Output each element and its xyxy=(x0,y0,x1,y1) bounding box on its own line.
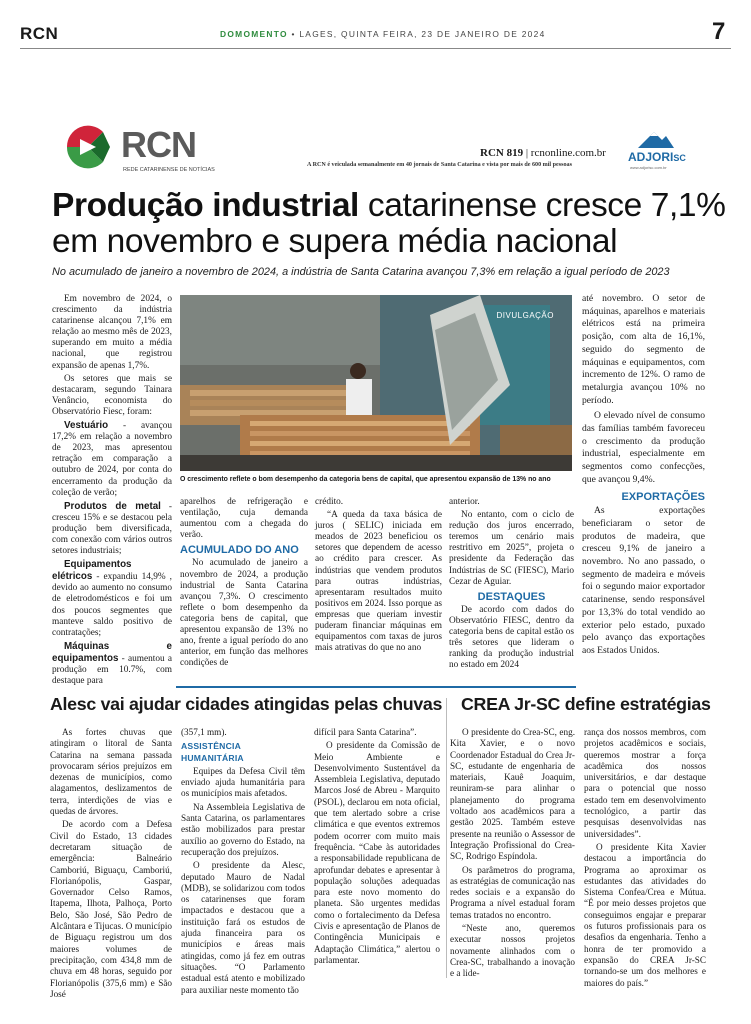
main-column-2 xyxy=(180,497,308,671)
crea-column-1 xyxy=(450,727,575,982)
edition-line xyxy=(480,147,606,159)
main-column-4 xyxy=(449,497,574,673)
main-column-1 xyxy=(52,294,172,689)
main-c1-p1: Em novembro de 2024, o crescimento da indústria catarinense alcançou 7,1% em relação ao mesmo mês de 2023, superando em muito a média nacional, que registrou expansão de apenas 1,7%. xyxy=(52,294,172,371)
alesc-column-3 xyxy=(314,727,440,968)
story-separator xyxy=(446,698,447,978)
alesc-c2-p3: Na Assembleia Legislativa de Santa Catarina, os parlamentares estão mobilizados para prestar auxílio ao governo do Estado, na recuperação dos prejuízos. xyxy=(181,801,305,857)
edition-site[interactable]: rcnonline.com.br xyxy=(530,147,606,159)
item-4-text: - aumentou a produção em 10.7%, com destaque para xyxy=(52,653,172,687)
page-number: 7 xyxy=(712,18,726,45)
crea-c2-p1: rança dos nossos membros, com projetos acadêmicos e sociais, queremos mostrar a força acadêmica dos nossos universitários, e dar destaque para o potencial que nosso estado tem em desenvolvimento tecnológico, a partir das pesquisas desenvolvidas nas universidades”. xyxy=(584,727,706,839)
adjori-sc: SC xyxy=(673,153,686,163)
header-section-label: RCN xyxy=(20,24,59,43)
main-c4-p2: No entanto, com o ciclo de redução dos juros encerrado, teremos um cenário mais restritivo em 2025”, projeta o presidente da Federação das Indústrias de SC (FIESC), Mario Cezar de Aguiar. xyxy=(449,510,574,587)
masthead-note: A RCN é veiculada semanalmente em 40 jornais de Santa Catarina e vista por mais de 600 mil pessoas xyxy=(307,162,572,168)
alesc-c2-p4: O presidente da Alesc, deputado Mauro de Nadal (MDB), se solidarizou com todos os catarinenses que foram impactados e destacou que a instituição fará os estudos de ajuda financeira para os municípios e áreas mais atingidas, como já fez em outras situações. “O Parlamento estadual está atento e mobilizado para auxiliar neste momento tão xyxy=(181,860,305,995)
crea-headline: CREA Jr-SC define estratégias xyxy=(461,694,711,714)
rcn-logo xyxy=(63,122,213,174)
headline-rest: catarinense cresce 7,1% xyxy=(367,187,726,224)
header-info: LAGES, QUINTA FEIRA, 23 DE JANEIRO DE 2024 xyxy=(299,29,546,39)
main-c2-p2: No acumulado de janeiro a novembro de 2024, a produção industrial de Santa Catarina avançou 7,3%. O crescimento reflete o bom desempenho da categoria bens de capital, que apresentou expansão de 13% no ano, frente a igual período do ano anterior, em função das melhores condições de xyxy=(180,558,308,669)
main-c5-p2: O elevado nível de consumo das famílias também favoreceu o crescimento da produção industrial, especialmente em segmentos como confecções, que avançou 9,4%. xyxy=(582,410,705,485)
alesc-c3-p1: difícil para Santa Catarina”. xyxy=(314,727,417,737)
main-c3-p2: “A queda da taxa básica de juros ( SELIC) iniciada em meados de 2023 beneficiou os setores que dependem de acesso ao crédito para crescer. As indústrias que vendem produtos para outras indústrias, apresentaram resultados muito positivos em 2024. Isso porque as empresas que queriam investir puderam financiar máquinas em equipamentos com taxas de juros mais atrativas do que no ano xyxy=(315,510,442,654)
main-deck: No acumulado de janeiro a novembro de 2024, a indústria de Santa Catarina avançou 7,3% em relação a igual período de 2023 xyxy=(52,266,670,278)
main-headline xyxy=(52,188,726,260)
main-c3-p1: crédito. xyxy=(315,497,344,507)
main-column-5 xyxy=(582,293,705,661)
alesc-column-1 xyxy=(50,727,172,1002)
alesc-c1-p2: De acordo com a Defesa Civil do Estado, 13 cidades decretaram situação de emergência: Balneário Camboriú, Biguaçu, Camboriú, Florianópolis, Gaspar, Governador Celso Ramos, Itapema, Ilhota, Palhoça, Porto Belo, São José, São Pedro de Alcântara e Tijucas. O município de Biguaçu registrou um dos maiores volumes de precipitação, com 434,8 mm de chuva em 48 horas, seguido por Florianópolis (375,6 mm) e São José xyxy=(50,819,172,999)
item-2-text: - cresceu 15% e se destacou pela produção bem diversificada, com conexão com vários outros setores industriais; xyxy=(52,501,172,557)
header-dateline xyxy=(220,29,546,39)
item-3-label: Equipamentos elétricos xyxy=(52,559,132,583)
main-c1-item-4 xyxy=(52,641,172,687)
subhead-acumulado: ACUMULADO DO ANO xyxy=(180,544,299,557)
main-c5-p1: até novembro. O setor de máquinas, aparelhos e materiais elétricos está na primeira posição, com alta de 16,1%, seguido do segmento de máquinas e equipamentos, com incremento de 12%. O ramo de metalurgia avançou 10% no período. xyxy=(582,293,705,406)
main-c4-p3: De acordo com dados do Observatório FIESC, dentro da categoria bens de capital estão os três setores que lideram o ranking da produção industrial no estado em 2024 xyxy=(449,604,574,671)
crea-column-2 xyxy=(584,727,706,991)
main-c1-item-2 xyxy=(52,501,172,557)
main-column-3 xyxy=(315,497,442,656)
adjori-name: ADJORI xyxy=(628,150,674,164)
edition-sep: | xyxy=(525,147,531,159)
item-2-label: Produtos de metal xyxy=(64,500,161,512)
main-c4-p1: anterior. xyxy=(449,497,480,507)
edition-number: RCN 819 xyxy=(480,147,524,159)
header-brand: DOMOMENTO xyxy=(220,29,288,39)
headline-line2: em novembro e supera média nacional xyxy=(52,223,618,260)
adjori-text xyxy=(628,150,686,164)
factory-photo xyxy=(180,295,572,471)
photo-caption: O crescimento reflete o bom desempenho da categoria bens de capital, que apresentou expansão de 13% no ano xyxy=(180,476,551,483)
crea-c1-p1: O presidente do Crea-SC, eng. Kita Xavier, e o novo Coordenador Estadual do Crea Jr-SC, estudante de engenharia de materiais, Kauê Joaquim, reuniram-se para alinhar o planejamento do programa voltado aos acadêmicos para a gestão 2025. Também esteve presente na reunião o Assessor de Integração Profissional do Crea-SC, Rodrigo Espíndola. xyxy=(450,727,575,862)
alesc-column-2 xyxy=(181,727,305,998)
alesc-c2-p2: Equipes da Defesa Civil têm enviado ajuda humanitária para os municípios mais afetados. xyxy=(181,765,305,799)
rcn-logo-text: RCN xyxy=(121,124,196,165)
main-c1-item-3 xyxy=(52,559,172,639)
factory-photo-image xyxy=(180,295,572,471)
main-c2-p1: aparelhos de refrigeração e ventilação, cuja demanda aumentou com a chegada do verão. xyxy=(180,497,308,541)
headline-bold: Produção industrial xyxy=(52,187,359,224)
adjori-mountain-icon xyxy=(636,128,676,150)
alesc-headline: Alesc vai ajudar cidades atingidas pelas chuvas xyxy=(50,694,443,714)
item-4-label: Máquinas e equipamentos xyxy=(52,640,172,664)
crea-c1-p3: “Neste ano, queremos executar nossos projetos novamente alinhados com o Crea-SC, trabalhando a inovação e a lide- xyxy=(450,923,575,979)
main-c1-p2: Os setores que mais se destacaram, segundo Tainara Venâncio, economista do Observatório Fiesc, foram: xyxy=(52,373,172,417)
subhead-assistencia: ASSISTÊNCIA HUMANITÁRIA xyxy=(181,741,244,763)
alesc-c3-p2: O presidente da Comissão de Meio Ambiente e Desenvolvimento Sustentável da Assembleia Legislativa, deputado Marcos José de Abreu - Marquito (PSOL), declarou em nota oficial, que tem alertado sobre a crise climática e que eventos extremos podem ocorrer com muito mais frequência. “Cabe às autoridades a responsabilidade republicana de aprofundar debates e apresentar à população soluções adequadas para este novo momento do planeta. São urgentes medidas como o fortalecimento da Defesa Civis e apresentação de Planos de Contingência Municipais e Adaptação Climática,” alertou o parlamentar. xyxy=(314,740,440,965)
rcn-logo-subtitle: REDE CATARINENSE DE NOTÍCIAS xyxy=(123,167,215,173)
rcn-logo-icon xyxy=(63,122,113,172)
alesc-c2-p1: (357,1 mm). xyxy=(181,727,227,737)
adjori-url: www.adjorisc.com.br xyxy=(630,165,667,170)
crea-c2-p2: O presidente Kita Xavier destacou a importância do Programa ao aproximar os estudantes das atividades do Sistema Confea/Crea e Mútua. “É por meio desses projetos que conseguimos engajar e preparar os futuros profissionais para os desafios da engenharia. Tenho a honra de ter promovido a expansão do CREA Jr-SC tornando-se um dos melhores e maiores do país.” xyxy=(584,841,706,988)
photo-credit: DIVULGAÇÃO xyxy=(496,311,554,320)
alesc-c1-p1: As fortes chuvas que atingiram o litoral de Santa Catarina na semana passada provocaram sérios prejuízos em dezenas de municípios, como alagamentos, deslizamentos de terra, interdições de vias e quedas de árvores. xyxy=(50,727,172,817)
item-1-text: - avançou 17,2% em relação a novembro de 2023, mas apresentou retração em comparação a outubro de 2024, por conta do encerramento da produção da coleção de verão; xyxy=(52,421,172,498)
adjori-logo xyxy=(628,128,688,174)
item-3-text: - expandiu 14,9% , devido ao aumento no consumo de eletrodomésticos e foi um dos poucos segmentes que manteve saldo positivo de contratações; xyxy=(52,572,172,638)
section-divider xyxy=(176,686,576,688)
main-c5-p3: As exportações beneficiaram o setor de produtos de madeira, que cresceu 9,1% de janeiro a novembro. No ano passado, o segmento de madeira e móveis foi o segundo maior exportador catarinense, sendo responsável por 13,3% do total vendido ao exterior pelo estado, puxado pelo avanço das exportações aos Estados Unidos. xyxy=(582,505,705,656)
crea-c1-p2: Os parâmetros do programa, as estratégias de comunicação nas redes sociais e a expansão do Programa a nível estadual foram temas tratados no encontro. xyxy=(450,864,575,920)
item-1-label: Vestuário xyxy=(64,420,109,432)
subhead-exportacoes: EXPORTAÇÕES xyxy=(621,490,705,503)
main-c1-item-1 xyxy=(52,420,172,499)
header-rule xyxy=(20,48,731,49)
header-bullet: • xyxy=(291,29,300,39)
subhead-destaques: DESTAQUES xyxy=(477,590,546,603)
